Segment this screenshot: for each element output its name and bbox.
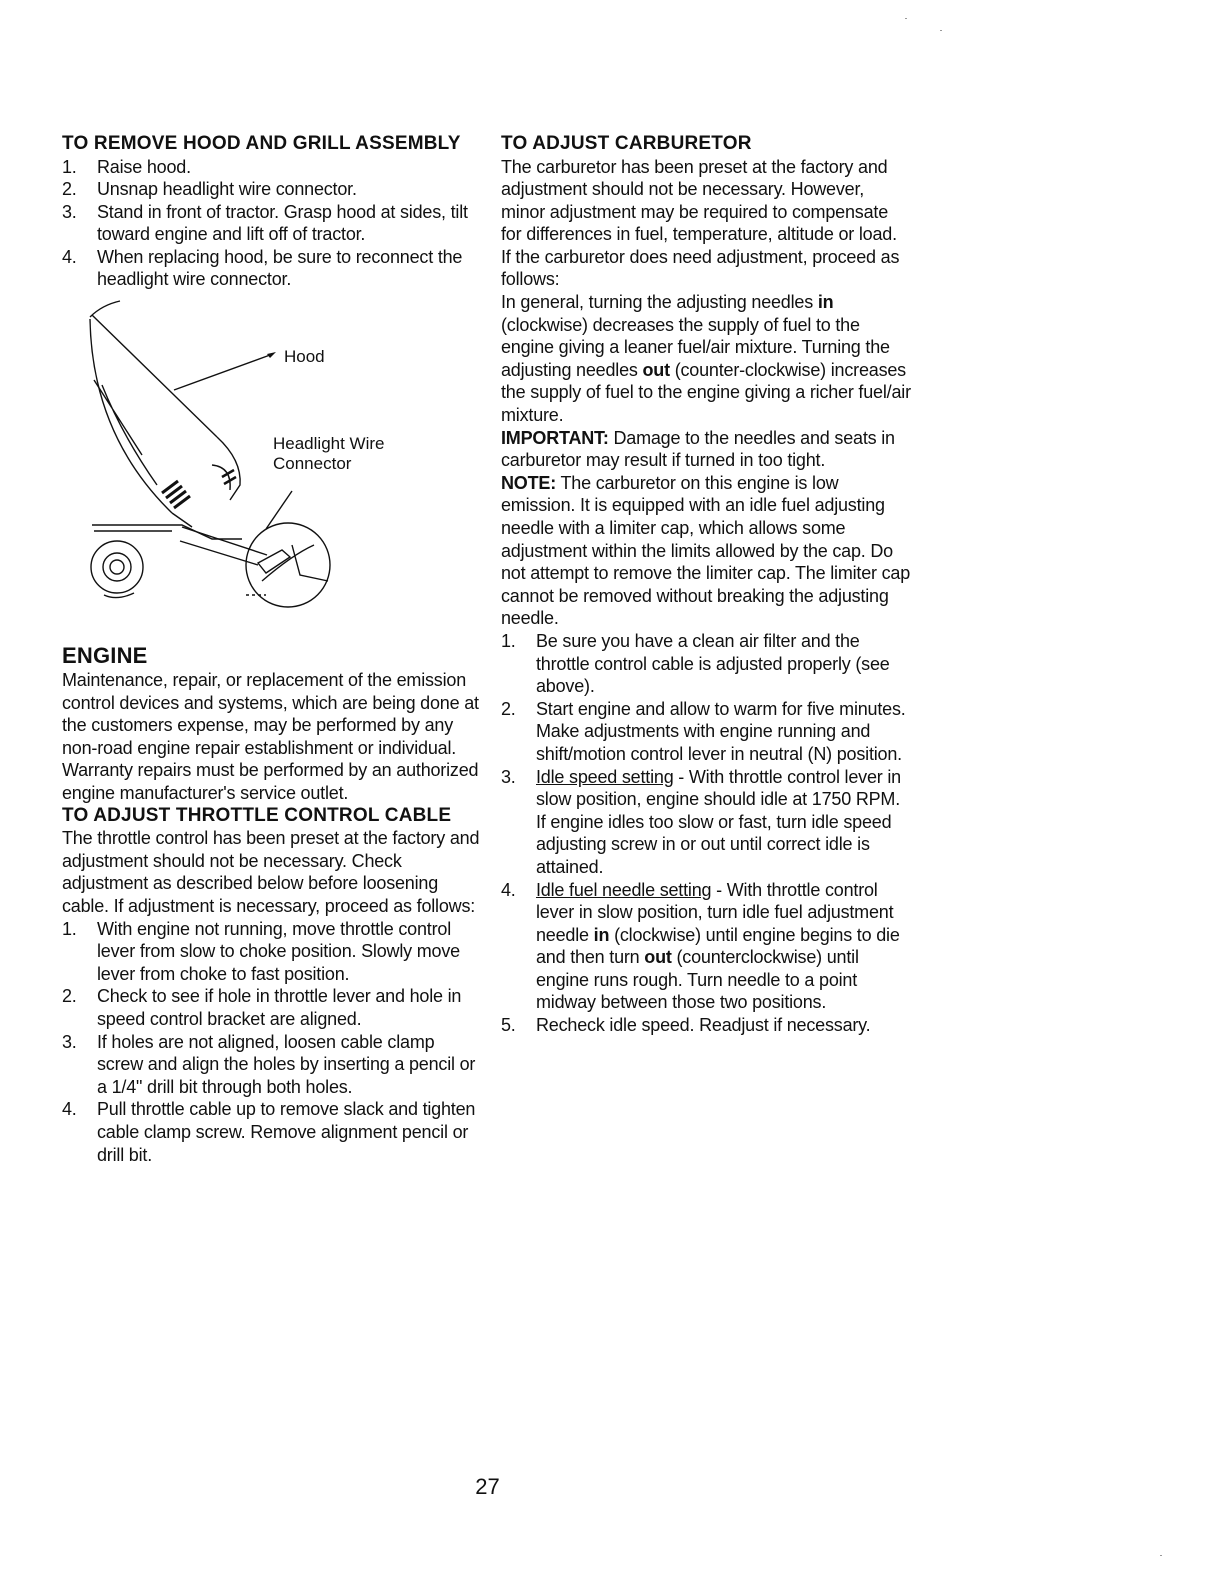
scan-speck bbox=[905, 18, 907, 19]
connector-label: Connector bbox=[273, 454, 352, 474]
list-item bbox=[62, 985, 482, 1030]
text-run: - With throttle control lever in slow position, turn idle fuel adjustment needle bbox=[536, 879, 894, 945]
step-number: 1. bbox=[62, 918, 77, 939]
list-item bbox=[501, 1014, 911, 1037]
step-number: 3. bbox=[501, 766, 516, 787]
list-item bbox=[62, 918, 482, 986]
step-text: Check to see if hole in throttle lever and hole in speed control bracket are aligned. bbox=[97, 986, 462, 1029]
left-column bbox=[62, 133, 482, 1166]
text-run: (clockwise) until engine begins to die and then turn bbox=[536, 924, 900, 968]
list-item bbox=[62, 178, 482, 201]
step-number: 4. bbox=[62, 1099, 77, 1120]
text-run: In general, turning the adjusting needles bbox=[501, 292, 818, 313]
emphasis-in: in bbox=[593, 924, 610, 945]
hood-illustration bbox=[62, 295, 462, 635]
important-paragraph bbox=[501, 427, 911, 472]
emphasis-in: in bbox=[817, 292, 834, 313]
idle-fuel-label: Idle fuel needle setting bbox=[536, 879, 712, 900]
right-column bbox=[501, 133, 911, 1037]
step-text: With engine not running, move throttle control lever from slow to choke position. Slowly move lever from choke to fast position. bbox=[97, 918, 460, 984]
step-text: Be sure you have a clean air filter and the throttle control cable is adjusted properly (see above). bbox=[536, 630, 890, 697]
step-text: Pull throttle cable up to remove slack and tighten cable clamp screw. Remove alignment pencil or drill bit. bbox=[97, 1099, 476, 1165]
step-text: Stand in front of tractor. Grasp hood at sides, tilt toward engine and lift off of tractor. bbox=[97, 201, 468, 245]
step-text: When replacing hood, be sure to reconnect the headlight wire connector. bbox=[97, 246, 463, 290]
emphasis-out: out bbox=[644, 947, 672, 968]
carburetor-needles-paragraph bbox=[501, 291, 911, 427]
step-number: 3. bbox=[62, 201, 77, 222]
step-text: Raise hood. bbox=[97, 156, 191, 177]
text-run: (counter-clockwise) increases the supply of fuel to the engine giving a richer fuel/air mixture. bbox=[501, 359, 911, 426]
emphasis-out: out bbox=[642, 359, 670, 380]
list-item bbox=[501, 879, 911, 1015]
step-number: 3. bbox=[62, 1031, 77, 1052]
note-text: The carburetor on this engine is low emission. It is equipped with an idle fuel adjusting needle with a limiter cap, which allows some adjustment within the limits allowed by the cap. Do not attempt to remove the limiter cap. The limiter cap cannot be removed without breaking the adjusting needle. bbox=[501, 472, 911, 629]
carburetor-section-heading: TO ADJUST CARBURETOR bbox=[501, 133, 752, 154]
step-text: Unsnap headlight wire connector. bbox=[97, 179, 357, 200]
scan-speck bbox=[940, 30, 942, 31]
step-text: If holes are not aligned, loosen cable clamp screw and align the holes by inserting a pencil or a 1/4" drill bit through both holes. bbox=[97, 1031, 476, 1097]
step-text: Start engine and allow to warm for five minutes. Make adjustments with engine running and shift/motion control lever in neutral (N) position. bbox=[536, 698, 906, 764]
throttle-steps-list bbox=[62, 918, 482, 1167]
idle-speed-label: Idle speed setting bbox=[536, 766, 674, 787]
note-label: NOTE: bbox=[501, 472, 556, 493]
throttle-paragraph: The throttle control has been preset at the factory and adjustment should not be necessary. Check adjustment as described below before loosening cable. If adjustment is necessary, proceed as follows: bbox=[62, 828, 480, 916]
scan-speck bbox=[1160, 1555, 1162, 1556]
step-text: - With throttle control lever in slow position, engine should idle at 1750 RPM. If engine idles too slow or fast, turn idle speed adjusting screw in or out until correct idle is attained. bbox=[536, 766, 901, 877]
text-run: (clockwise) decreases the supply of fuel to the engine giving a leaner fuel/air mixture. Turning the adjusting needles bbox=[501, 314, 890, 380]
list-item bbox=[62, 1098, 482, 1166]
hood-steps-list bbox=[62, 156, 482, 292]
list-item bbox=[501, 766, 911, 879]
hood-diagram bbox=[62, 295, 462, 635]
step-number: 2. bbox=[62, 179, 77, 200]
important-text: Damage to the needles and seats in carburetor may result if turned in too tight. bbox=[501, 427, 895, 471]
list-item bbox=[62, 156, 482, 179]
throttle-section-heading: TO ADJUST THROTTLE CONTROL CABLE bbox=[62, 804, 452, 826]
step-number: 5. bbox=[501, 1015, 516, 1036]
step-number: 4. bbox=[62, 246, 77, 267]
hood-section-heading: TO REMOVE HOOD AND GRILL ASSEMBLY bbox=[62, 133, 461, 154]
list-item bbox=[501, 630, 911, 698]
text-run: (counterclockwise) until engine runs rough. Turn needle to a point midway between those two positions. bbox=[536, 947, 859, 1013]
page-number: 27 bbox=[475, 1474, 500, 1499]
step-number: 1. bbox=[62, 156, 77, 177]
list-item bbox=[62, 201, 482, 246]
note-paragraph bbox=[501, 472, 911, 630]
list-item bbox=[62, 246, 482, 291]
step-text: Recheck idle speed. Readjust if necessary. bbox=[536, 1015, 871, 1036]
step-number: 2. bbox=[62, 986, 77, 1007]
list-item bbox=[62, 1031, 482, 1099]
engine-heading: ENGINE bbox=[62, 643, 148, 669]
list-item bbox=[501, 698, 911, 766]
hood-label: Hood bbox=[284, 347, 325, 367]
step-number: 4. bbox=[501, 879, 516, 900]
headlight-wire-label: Headlight Wire bbox=[273, 434, 385, 454]
important-label: IMPORTANT: bbox=[501, 427, 609, 448]
step-number: 2. bbox=[501, 698, 516, 719]
engine-paragraph: Maintenance, repair, or replacement of the emission control devices and systems, which are being done at the customers expense, may be performed by any non-road engine repair establishment or individual. Warranty repairs must be performed by an authorized engine manufacturer's service outlet. bbox=[62, 670, 479, 804]
carburetor-intro-paragraph: The carburetor has been preset at the factory and adjustment should not be necessary. However, minor adjustment may be required to compensate for differences in fuel, temperature, altitude or load. If the carburetor does need adjustment, proceed as follows: bbox=[501, 156, 900, 290]
carburetor-steps-list bbox=[501, 630, 911, 1037]
step-number: 1. bbox=[501, 630, 516, 651]
